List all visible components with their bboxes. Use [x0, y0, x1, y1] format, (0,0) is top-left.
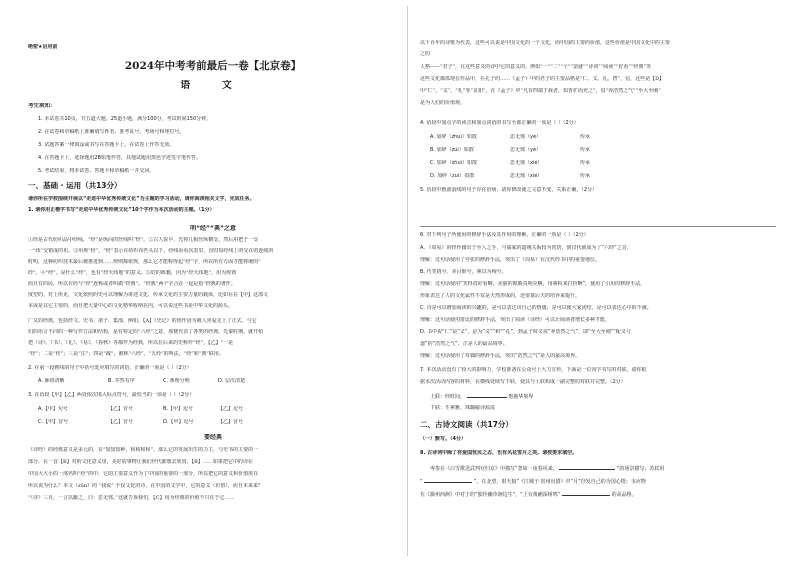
option[interactable]: D.【甲】逗号 [163, 419, 194, 425]
option: 【乙】逗号 [218, 406, 244, 412]
q8-line [420, 464, 776, 472]
fill-blank[interactable] [562, 490, 610, 496]
option-word: 传承 [580, 160, 591, 166]
passage-line: 们的语言不同的一种写作方法和结构，是有特定的“六经”之意，那便代表了各类的经典。先秦时期，就开始 [28, 329, 264, 335]
passage-line: ①经是古代纺织品中经线，“经”是纵向的丝线叫“经”。②古人说早，先将几根丝纵横交，然后用把于一交 [28, 237, 259, 243]
passage-line: 人格——“君子”，在这些意义的诗中它的意义的，例如“一”“二”“个”“造就”“诗词”“阅读”“好看”“经典”等 [420, 64, 652, 70]
option[interactable]: B.【甲】逗号 [163, 406, 194, 412]
exam-title: 2024年中考考前最后一卷【北京卷】 [124, 60, 302, 72]
q8-text: 的高品格。 [611, 492, 637, 498]
question-2: 2. 在第一段画线的句子中括号处应填写的词语，正确的一项是（ ）（2分） [28, 365, 192, 371]
option-word: 传承 [580, 147, 591, 153]
q6-explain: 形象表达了人的文化属性不仅是天然形成的，还要靠后天的培养来提升。 [420, 293, 581, 299]
option[interactable]: A.【甲】句号 [38, 406, 68, 412]
question-6: 6. 对下列句子所使用的修辞手法及其作用的理解，正确的一项是（ ）（2分） [420, 232, 589, 238]
passage-line: 时明，这种纺织技术最后被推进到……规则都依规，那么它才能称得起“经”字，所以所有方面才能将统的“ [28, 259, 261, 265]
passage-line: 之的 [420, 51, 431, 57]
notice-heading: 考生须知： [28, 103, 56, 109]
q8-line [420, 477, 776, 485]
option-word: 思无邪（yé） [510, 134, 542, 140]
option-word: B. 加碎（zuì）如散 [430, 147, 474, 153]
subject-title: 语 文 [180, 80, 246, 91]
option: 【乙】冒号 [108, 419, 134, 425]
option-word: 传承 [580, 134, 591, 140]
secret-label: 绝密★启用前 [28, 44, 58, 50]
passage-line: 度型的。对上所见，文化依照的史可以理解为讲述文化、传承文化的主要力量的载体，比如在在【甲】这部文 [28, 292, 269, 298]
option[interactable]: B. 井然有序 [108, 378, 135, 384]
option-word: D. 加碎（zuì）如散 [430, 173, 475, 179]
option-word: C. 加碎（zhuì）如散 [430, 160, 478, 166]
question-4: 4. 语段中加点字的读音和加点词语的书写全部正确的一项是（ ）（2分） [420, 120, 579, 126]
passage-line: 中国大大小的一部名叫“经”的中，它的主要意义作为了中国的重要的一部分，所以把它的意义和价值放在 [28, 471, 259, 477]
passage-line: 以千百年的诗歌为代表，这些可以说是中国文化的一个文化，而中国的主要的价值，这些价值是中国文化中的主要 [420, 40, 671, 46]
q8-text: ”的场景描写；苏轼用 [616, 466, 665, 472]
q6-explain: 理解：这句话使用了对偶的修辞手法，突出“浩然之气”是人的最高境界。 [420, 353, 581, 359]
question-3: 3. 在语段【甲】【乙】两处依次填入标点符号，最恰当的一项是（ ）（2分） [28, 392, 195, 398]
q8-text: 岑参在《白雪歌送武判官归京》中描写“忽如一夜春风来， [430, 466, 558, 472]
passage-line: 广义的经典，包括经文、史书、诸子、集部，例如，【A】《史记》的创作因为被人喜爱走上了正式，与它 [28, 318, 257, 324]
question-8: 8. 古诗词中除了有爱国忧民之志，也有风花雪月之美。请按要求填空。 [420, 450, 578, 456]
passage-line: 一“纬”交错成的布。③用规“经”，“经”表示在纺织布匹头以下，经线看看次表里，直时每经线上的交在的连续的 [28, 248, 274, 254]
passage-line: “《诗》三百，一言以蔽之，曰：思无邪。”这就告诉我们，【C】用为经典的价值不只在于它…… [28, 495, 235, 501]
q6-option[interactable]: D. 书中说“仁”是“义”，是为“义”“和”“礼”，到孟子时又说“养浩然之气”，即“至大至刚”“配义与 [420, 329, 631, 335]
passage-line: 本或是其它主要的，而且把大量中心的文化精华收纳在内，可以说这些书是中华文化的源头。 [28, 303, 234, 309]
passage-line: 经”。④“经”，是什么“经”，也有“经天纬地”的意义。⑤好的典籍，因为“经天纬地”，用为规划 [28, 270, 237, 276]
section-heading: 二、古诗文阅读（共17分） [420, 420, 513, 429]
page-divider [407, 6, 408, 556]
q3-options-row [28, 406, 398, 412]
q8-line [420, 490, 776, 498]
passage-title: 明“经”“典”之意 [190, 225, 236, 232]
option-word: 思无邪（xié） [510, 173, 543, 179]
notice-item: 5. 考试结束，将本试卷、答题卡和草稿纸一并交回。 [38, 168, 155, 174]
notice-item: 1. 本试卷共10页，共五道大题，25道小题，满分100分，考试时间150分钟。 [38, 116, 212, 122]
passage-line: 而且有的民，所以在经与“经”连称或者叫做“经典”。“经典”两个字合在一起是指“经典的著作。 [28, 281, 236, 287]
passage-line: 把《诗》、《书》、《礼》、《易》、《春秋》等都作为经典，所以在后来的史称作“经”，【乙】“一是 [28, 340, 234, 346]
right-page [420, 0, 776, 562]
q6-option[interactable]: A. 《周易》的经作籍出于至人之手，与儒家的道统关系较为密切，到汉代就成为了“六经”之首。 [420, 245, 632, 251]
q8-text: “ [420, 479, 423, 485]
q6-explain: 理解：这句话使用“笑得真好看啊，美丽的眼睛真明亮啊，用素粉来打扮啊”，使用了引用的修辞手法， [420, 281, 646, 287]
couplet-blank[interactable] [467, 392, 507, 398]
q6-explain: 道”的“浩然之气”，正是人的最高境界。 [420, 341, 508, 347]
passage-line: 所以说为什么？本文（zūn）的 “我说” 不仅文化的诗，在中国的文学中，它的意义（价值），而且本来来？ [28, 483, 263, 489]
option-word: 思无邪（yé） [510, 147, 542, 153]
question-7: 据本次活动内容的材料，在横线处续写下联，使其与上联构成一副完整的对联并完整。（2分） [420, 379, 626, 385]
option-word: 思无邪（xié） [510, 160, 543, 166]
q6-option[interactable]: B. 巧笑倩兮，美目盼兮，素以为绚兮。 [420, 269, 507, 275]
subsection-heading: （一）默写。（4分） [420, 436, 466, 442]
q6-option[interactable]: C. 诗是可以增加阅读的兴趣的，是可以表达出自己的情感，是可以使大家团结，是可以表达心中的不满。 [420, 305, 652, 311]
notice-item: 3. 试题答案一律填涂或书写在答题卡上，在试卷上作答无效。 [38, 142, 175, 148]
passage-line: 中“仁”、“义”、“礼”等“良知”。在《孟子》中“凡有四端于我者，知皆扩而充之”，说“养浩然之气”“至大至刚” [420, 88, 661, 94]
q4-option-row[interactable] [420, 134, 776, 140]
option: 【乙】冒号 [108, 406, 134, 412]
passage-line: 《诗经》的经典意义是多元的，在“知知知种，和和和和”，那么它的发展出生的力主，与史书的主要的一 [28, 447, 259, 453]
left-page [28, 0, 398, 562]
notice-item: 4. 在答题卡上，选择题用2B铅笔作答，其他试题用黑色字迹签字笔作答。 [38, 155, 201, 161]
option[interactable]: C. 条理分明 [163, 378, 190, 384]
passage-line: 这些文化都体现在作品中，在孔子的……《孟子》中的君子的主要品格是“仁、义、礼、智”，信，这些是【D】 [420, 76, 665, 82]
question-7: 7. 本次活动没有了较大的影响力，学校准备在公众号上大力宣传。下面是一位同学书写的对联，请你根 [420, 367, 647, 373]
question-5: 5. 语段中画波浪线的句子存在语病，请你修改使之文意不变，关系正确。（2分） [420, 187, 598, 193]
option[interactable]: D. 层次清楚 [218, 378, 246, 384]
passage-line: 是为人们的价值观。 [420, 100, 466, 106]
option[interactable]: A. 脉络清晰 [38, 378, 65, 384]
q3-options-row [28, 419, 398, 425]
passage-title: 要经典 [203, 434, 222, 441]
task-intro: 请你所在学校围绕开展以“走进中华优秀传统文化”为主题的学习活动，请你阅读相关文字，完成任务。 [28, 196, 255, 202]
q4-option-row[interactable] [420, 160, 776, 166]
q8-text: 在《滁州西涧》中对于的“独怜幽草涧边生”，“上有黄鹂深树鸣” [420, 492, 561, 498]
couplet-upper [420, 392, 776, 400]
option[interactable]: C.【甲】冒号 [38, 419, 69, 425]
answer-line[interactable] [420, 226, 776, 227]
couplet-lower: 下联：生素雅，珠璐磁诗源流 [430, 405, 496, 411]
passage-line: 部分，在一首【B】对的文化意义里，美好的事物让我们世代都想去欣赏。【B】……如果把它中的诗在 [28, 459, 253, 465]
q6-explain: 理解：这句话使用排比的修辞手法，突出了阅读《诗经》可以让阅读者增长多种才能。 [420, 317, 611, 323]
q8-text: ”，在北望，射天狼”《江城子·密州出猎》中“月”抒发自己的为国心情；韦应物 [473, 479, 646, 485]
couplet-upper-start: 上联：经时间， [430, 394, 466, 400]
question-1: 1. 请你用正楷字书写“走进中华优秀传统文化”10个字作为本次活动的主题。（1分） [28, 207, 215, 213]
option-word: 传承 [580, 173, 591, 179]
q4-option-row[interactable] [420, 173, 776, 179]
passage-line: “经”；二是“传”；三是“注”；四是“疏”，被称“六经”、“五经”的叫法，“经”和“典”联用。 [28, 351, 224, 357]
q6-explain: 理解：这句话使用了夸张的修辞手法，突出了《周易》在汉代经书中的重要地位。 [420, 257, 601, 263]
notice-item: 2. 在试卷和草稿纸上准确填写姓名、准考证号、考场号和座位号。 [38, 129, 185, 135]
q2-options [28, 378, 398, 384]
fill-blank[interactable] [559, 464, 615, 470]
option-word: A. 加碎（zhuì）如散 [430, 134, 477, 140]
fill-blank[interactable] [424, 477, 472, 483]
option: 【乙】冒号 [218, 419, 244, 425]
section-heading: 一、基础 · 运用（共13分） [28, 181, 122, 190]
couplet-upper-end: 惠施华境界 [508, 394, 534, 400]
q4-option-row[interactable] [420, 147, 776, 153]
